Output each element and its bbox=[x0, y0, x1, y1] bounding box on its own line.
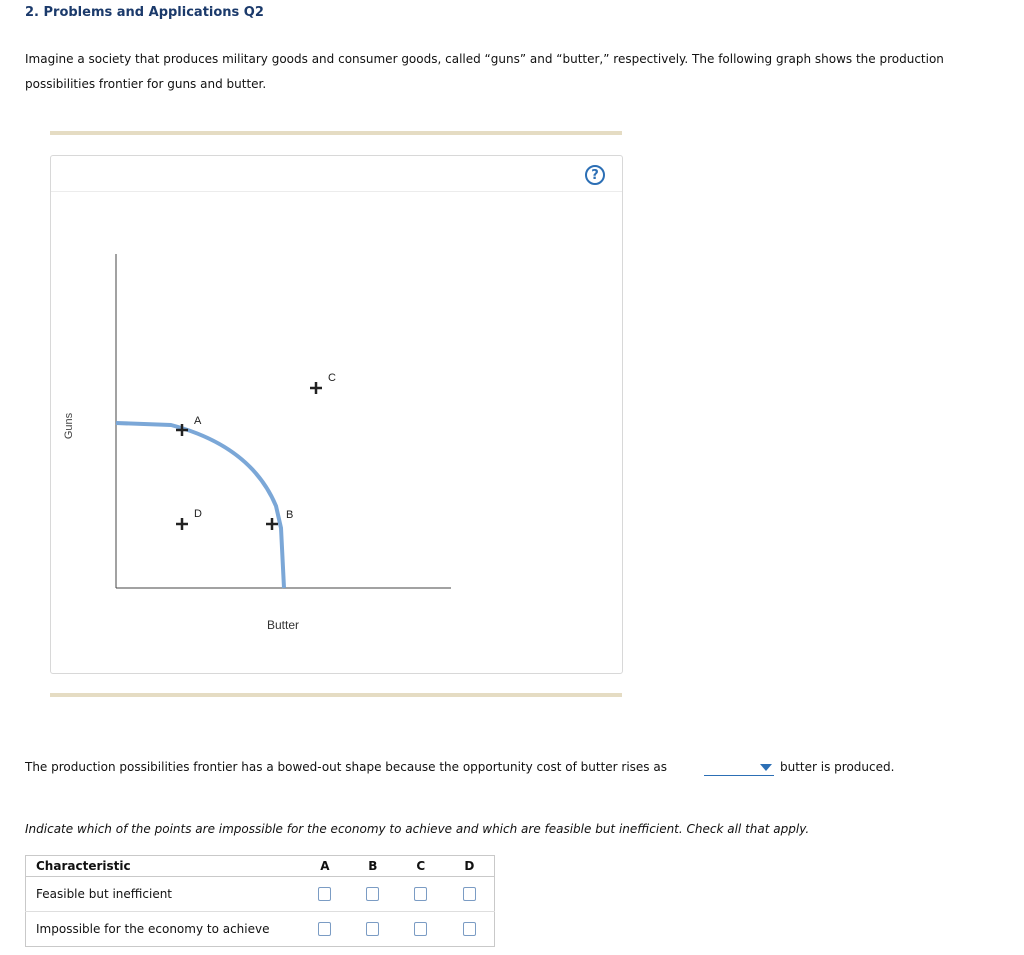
row-label-feasible: Feasible but inefficient bbox=[26, 877, 302, 912]
opportunity-cost-dropdown[interactable] bbox=[704, 760, 774, 776]
table-row bbox=[26, 877, 495, 912]
point-c-marker[interactable] bbox=[310, 382, 322, 394]
table-row bbox=[26, 912, 495, 947]
point-d[interactable] bbox=[176, 508, 202, 530]
point-d-marker[interactable] bbox=[176, 518, 188, 530]
point-b-marker[interactable] bbox=[266, 518, 278, 530]
help-icon[interactable]: ? bbox=[585, 165, 605, 185]
ppf-graph bbox=[51, 156, 622, 673]
row-label-impossible: Impossible for the economy to achieve bbox=[36, 922, 270, 936]
top-divider bbox=[50, 131, 622, 135]
dropdown-caret-icon bbox=[760, 764, 772, 771]
checkbox-feasible-c[interactable] bbox=[414, 887, 427, 901]
checkbox-feasible-d[interactable] bbox=[463, 887, 476, 901]
ppf-question-tail: butter is produced. bbox=[780, 760, 895, 774]
header-col-b: B bbox=[349, 856, 397, 877]
bottom-divider bbox=[50, 693, 622, 697]
ppf-question-text: The production possibilities frontier has a bowed-out shape because the opportunity cost of butter rises as bbox=[25, 760, 667, 774]
point-a-label: A bbox=[194, 415, 202, 427]
header-col-d: D bbox=[445, 856, 495, 877]
point-c-label: C bbox=[328, 372, 336, 384]
ppf-curve bbox=[116, 423, 284, 588]
point-d-label: D bbox=[194, 508, 202, 520]
checkbox-impossible-c[interactable] bbox=[414, 922, 427, 936]
header-col-c: C bbox=[397, 856, 445, 877]
graph-panel bbox=[50, 155, 623, 674]
header-col-a: A bbox=[301, 856, 349, 877]
checkbox-impossible-d[interactable] bbox=[463, 922, 476, 936]
point-b-label: B bbox=[286, 509, 294, 521]
table-header-row bbox=[26, 856, 495, 877]
checkbox-feasible-a[interactable] bbox=[318, 887, 331, 901]
check-instruction: Indicate which of the points are impossible for the economy to achieve and which are feasible but inefficient. Check all that apply. bbox=[25, 822, 810, 836]
problem-heading: 2. Problems and Applications Q2 bbox=[25, 5, 264, 20]
checkbox-feasible-b[interactable] bbox=[366, 887, 379, 901]
x-axis-label: Butter bbox=[266, 618, 300, 632]
intro-paragraph: Imagine a society that produces military goods and consumer goods, called “guns” and “butter,” respectively. The following graph shows the production possibilities frontier for guns and butter. bbox=[25, 52, 944, 91]
checkbox-impossible-b[interactable] bbox=[366, 922, 379, 936]
header-characteristic: Characteristic bbox=[26, 856, 302, 877]
y-axis-label: Guns bbox=[63, 412, 75, 440]
checkbox-impossible-a[interactable] bbox=[318, 922, 331, 936]
point-c[interactable] bbox=[310, 372, 336, 394]
characteristics-table bbox=[25, 855, 495, 947]
